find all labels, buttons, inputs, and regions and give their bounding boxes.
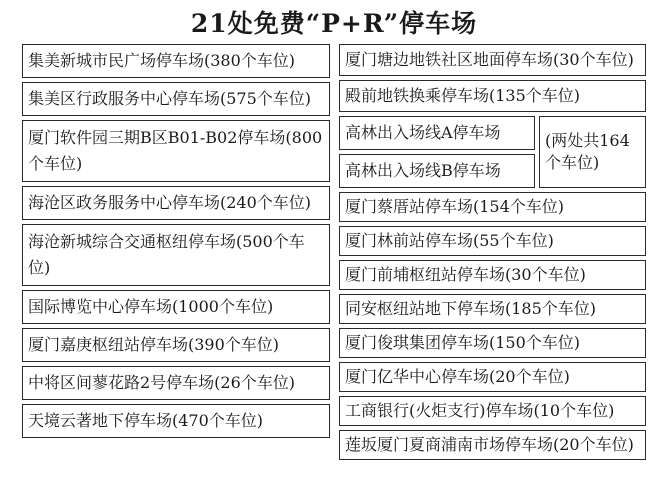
parking-lot-item: 厦门蔡厝站停车场(154个车位)	[339, 192, 646, 222]
parking-lot-item: 高林出入场线B停车场	[339, 154, 535, 188]
parking-lot-item: 厦门亿华中心停车场(20个车位)	[339, 362, 646, 392]
parking-lot-item: 中将区间蓼花路2号停车场(26个车位)	[22, 366, 330, 400]
parking-lot-item: 厦门嘉庚枢纽站停车场(390个车位)	[22, 328, 330, 362]
parking-lot-item: 厦门前埔枢纽站停车场(30个车位)	[339, 260, 646, 290]
gaolin-shared-note: (两处共164个车位)	[539, 116, 646, 188]
parking-lot-item: 集美新城市民广场停车场(380个车位)	[22, 44, 330, 78]
parking-lot-item: 高林出入场线A停车场	[339, 116, 535, 150]
gaolin-names	[339, 116, 535, 188]
parking-lot-item: 集美区行政服务中心停车场(575个车位)	[22, 82, 330, 116]
parking-lot-item: 海沧新城综合交通枢纽停车场(500个车位)	[22, 224, 330, 286]
parking-lot-item: 莲坂厦门夏商浦南市场停车场(20个车位)	[339, 430, 646, 460]
parking-lot-item: 殿前地铁换乘停车场(135个车位)	[339, 80, 646, 112]
left-column	[22, 44, 330, 438]
gaolin-group	[339, 116, 646, 188]
parking-lot-item: 天境云著地下停车场(470个车位)	[22, 404, 330, 438]
parking-lot-item: 厦门林前站停车场(55个车位)	[339, 226, 646, 256]
parking-lot-item: 同安枢纽站地下停车场(185个车位)	[339, 294, 646, 324]
page-title: 21处免费“P+R”停车场	[190, 9, 478, 38]
parking-lot-item: 厦门俊琪集团停车场(150个车位)	[339, 328, 646, 358]
right-column	[339, 44, 646, 460]
parking-lot-item: 工商银行(火炬支行)停车场(10个车位)	[339, 396, 646, 426]
parking-lot-item: 海沧区政务服务中心停车场(240个车位)	[22, 186, 330, 220]
parking-lot-item: 国际博览中心停车场(1000个车位)	[22, 290, 330, 324]
parking-lot-item: 厦门软件园三期B区B01-B02停车场(800个车位)	[22, 120, 330, 182]
parking-lot-item: 厦门塘边地铁社区地面停车场(30个车位)	[339, 44, 646, 76]
